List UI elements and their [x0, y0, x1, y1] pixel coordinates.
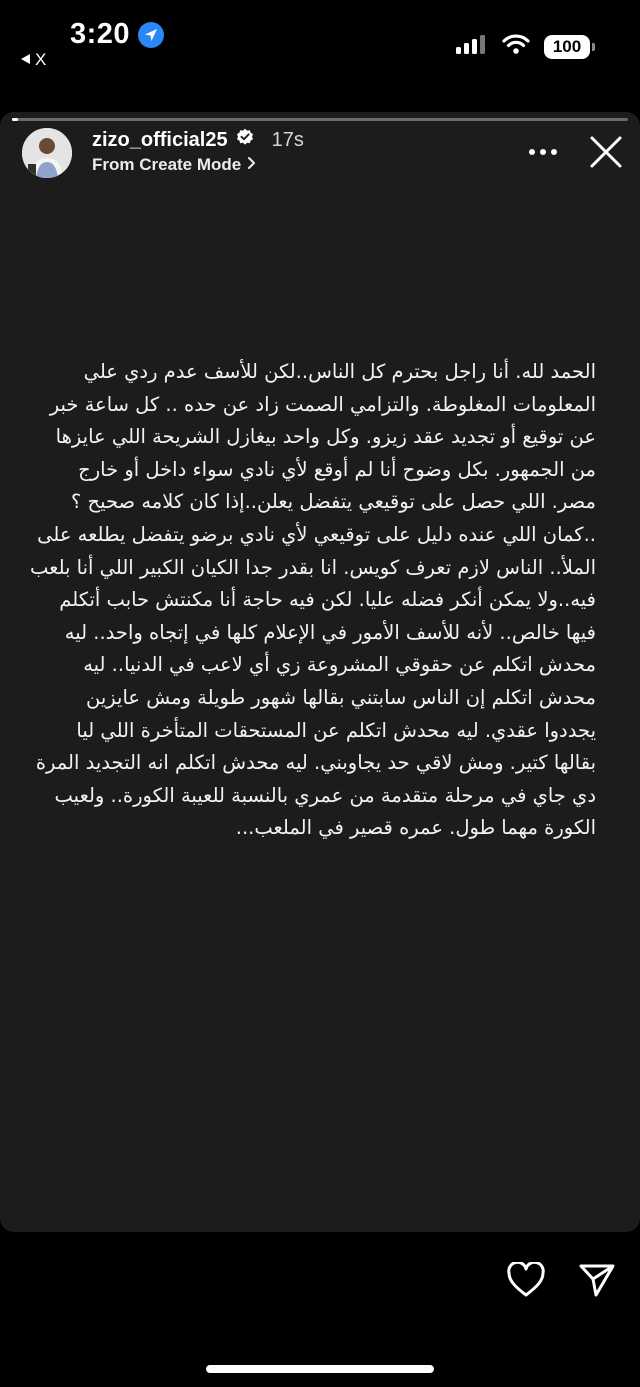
more-horizontal-icon	[528, 143, 558, 161]
close-button[interactable]	[588, 134, 624, 170]
create-mode-link[interactable]	[92, 155, 256, 175]
status-indicators	[456, 34, 590, 59]
story-actions	[506, 1262, 616, 1303]
heart-icon	[506, 1285, 546, 1302]
battery-indicator	[544, 35, 590, 59]
story-time-ago: 17s	[271, 128, 304, 151]
status-time-group	[70, 18, 164, 51]
story-header	[92, 128, 304, 152]
close-icon	[588, 157, 624, 174]
battery-level: 100	[552, 36, 582, 56]
back-to-app-button[interactable]	[20, 50, 46, 70]
chevron-right-icon	[247, 155, 256, 175]
location-arrow-icon	[138, 22, 164, 48]
cellular-signal-icon	[456, 34, 488, 59]
send-icon	[578, 1285, 616, 1302]
story-text: الحمد لله. أنا راجل بحترم كل الناس..لكن للأسف عدم ردي علي المعلومات المغلوطة. والتزامي الصمت زاد عن حده .. كل ساعة خبر عن توقيع أو تجديد عقد زيزو. وكل واحد بيغازل الشريحة اللي عايزها من الجمهور. بكل وضوح أنا لم أوقع لأي نادي سواء داخل أو خارج مصر. اللي حصل على توقيعي يتفضل يعلن..إذا كان كلامه صحيح ؟ ..كمان اللي عنده دليل على توقيعي لأي نادي برضو يتفضل يطلعه على الملأ.. الناس لازم تعرف كويس. انا بقدر جدا الكيان الكبير اللي أنا بلعب فيه..ولا يمكن أنكر فضله عليا. لكن فيه حاجة أنا مكنتش حابب أتكلم فيها خالص.. لأنه للأسف الأمور في الإعلام كلها في إتجاه واحد.. ليه محدش اتكلم عن حقوقي المشروعة زي أي لاعب في الدنيا.. ليه محدش اتكلم إن الناس سابتني بقالها شهور طويلة ومش عايزين يجددوا عقدي. ليه محدش اتكلم عن المستحقات المتأخرة اللي ليا بقالها كتير. ومش لاقي حد يجاوبني. ليه محدش اتكلم انه التجديد المرة دي جاي في مرحلة متقدمة من عمري بالنسبة للعيبة الكورة.. ولعيب الكورة مهما طول. عمره قصير في الملعب...	[30, 360, 596, 840]
back-triangle-icon	[20, 50, 31, 70]
story-progress-bar	[12, 118, 628, 121]
more-options-button[interactable]	[526, 140, 560, 164]
home-indicator[interactable]	[206, 1365, 434, 1373]
verified-badge-icon	[236, 128, 254, 152]
wifi-icon	[502, 34, 530, 59]
story-card[interactable]	[0, 112, 640, 1232]
username[interactable]: zizo_official25	[92, 128, 228, 151]
share-button[interactable]	[578, 1262, 616, 1303]
avatar[interactable]	[22, 128, 72, 178]
back-app-label: X	[35, 50, 47, 69]
like-button[interactable]	[506, 1262, 546, 1303]
create-mode-label: From Create Mode	[92, 155, 242, 174]
story-progress-fill	[12, 118, 18, 121]
status-time: 3:20	[70, 18, 131, 50]
